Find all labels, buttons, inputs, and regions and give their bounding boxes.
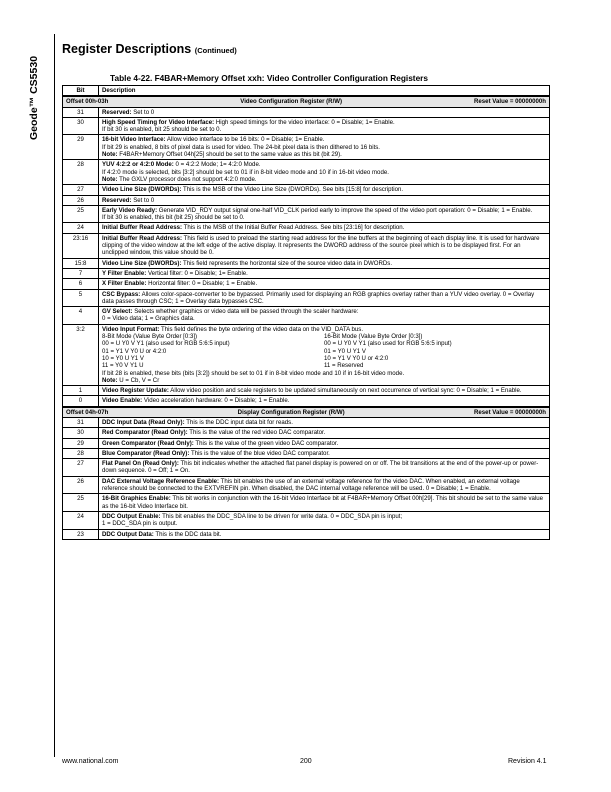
bit-cell: 23: [63, 529, 99, 539]
bit-cell: 30: [63, 117, 99, 135]
description-line: [102, 224, 546, 231]
description-text: This bit enables the DDC_SDA line to be driven for write data. 0 = DDC_SDA pin is input;: [162, 512, 403, 520]
bit-cell: 1: [63, 386, 99, 396]
description-text: Set to 0: [133, 196, 155, 204]
description-cell: [99, 223, 550, 233]
description-text: Generate VID_RDY output signal one-half VID_CLK period early to improve the speed of the video port operation: 0 = Disable; 1 = Enable.: [158, 206, 533, 214]
table-row: [63, 289, 550, 307]
description-text: This is the value of the red video DAC comparator.: [189, 429, 326, 437]
format-entry: 11 = Reserved: [324, 362, 364, 370]
description-text: This field defines the byte ordering of the video data on the VID_DATA bus.: [161, 325, 364, 333]
bit-cell: 24: [63, 223, 99, 233]
format-entry: 16-Bit Mode (Value Byte Order [0:3]): [324, 333, 423, 341]
format-column-8bit: [102, 333, 324, 369]
table-header-row: [63, 86, 550, 97]
description-cell: [99, 135, 550, 160]
format-entry: 00 = U Y0 V Y1 (also used for RGB 5:6:5 input): [324, 340, 452, 348]
table-row: [63, 205, 550, 223]
bit-cell: 29: [63, 135, 99, 160]
description-cell: [99, 233, 550, 258]
description-text: 0 = Video data; 1 = Graphics data.: [102, 315, 195, 323]
description-cell: [99, 459, 550, 477]
field-name: Initial Buffer Read Address:: [102, 224, 183, 232]
table-caption: Table 4-22. F4BAR+Memory Offset xxh: Video Controller Configuration Registers: [110, 73, 429, 83]
field-name: DDC Input Data (Read Only):: [102, 418, 185, 426]
bit-cell: 28: [63, 448, 99, 458]
bit-cell: 6: [63, 279, 99, 289]
description-text: This is the value of the green video DAC comparator.: [195, 439, 339, 447]
note-line: [102, 176, 546, 183]
description-line: [102, 280, 546, 287]
description-line: [102, 144, 546, 151]
description-text: 0 = 4:2:2 Mode; 1= 4:2:0 Mode.: [175, 161, 261, 169]
bit-cell: 27: [63, 459, 99, 477]
page-title-text: Register Descriptions: [62, 42, 192, 56]
description-line: If bit 28 is enabled, these bits (bits [3:2]) should be set to 01 if in 8-bit video mode and 10 if in 16-bit video mode.: [102, 369, 405, 377]
description-line: [102, 197, 546, 204]
description-line: [102, 119, 546, 126]
description-line: [102, 440, 546, 447]
description-cell: [99, 386, 550, 396]
format-entry: 00 = U Y0 V Y1 (also used for RGB 5:6:5 input): [102, 340, 230, 348]
bit-cell: 28: [63, 160, 99, 185]
table-row: [63, 307, 550, 325]
field-name: GV Select:: [102, 308, 133, 316]
description-text: This is the DDC input data bit for reads.: [186, 418, 293, 426]
bit-cell: 29: [63, 438, 99, 448]
description-cell: [99, 529, 550, 539]
description-line: [102, 186, 546, 193]
field-name: X Filter Enable:: [102, 280, 147, 288]
bit-cell: 27: [63, 185, 99, 195]
description-text: Allow video interface to be 16 bits: 0 = Disable; 1= Enable.: [166, 136, 325, 144]
table-row: [63, 386, 550, 396]
footer-page-number: 200: [300, 758, 312, 765]
note-label: Note:: [102, 151, 118, 159]
description-cell: [99, 324, 550, 385]
table-row: [63, 233, 550, 258]
bit-cell: 26: [63, 195, 99, 205]
description-cell: [99, 289, 550, 307]
format-column-16bit: [324, 333, 546, 369]
section-offset: Offset 04h-07h: [66, 408, 109, 416]
bit-cell: 30: [63, 428, 99, 438]
table-row: [63, 324, 550, 385]
bit-cell: 31: [63, 107, 99, 117]
table-row: [63, 428, 550, 438]
field-name: High Speed Timing for Video Interface:: [102, 118, 215, 126]
description-text: This bit works in conjunction with the 16-bit Video Interface bit at F4BAR+Memory Offset 00h[29]. This bit should be set to the same value as the 16-bit Video Interface bit.: [102, 495, 544, 510]
description-text: This is the MSB of the Initial Buffer Read Address. See bits [23:16] for description.: [183, 224, 405, 232]
description-text: If 4:2:0 mode is selected, bits [3:2] should be set to 01 if in 8-bit video mode and 10 if in 16-bit video mode.: [102, 168, 389, 176]
format-entry: 01 = Y1 V Y0 U or 4:2:0: [102, 347, 167, 355]
format-entry: 11 = Y0 V Y1 U: [102, 362, 144, 370]
field-name: DDC Output Enable:: [102, 512, 161, 520]
note-line: [102, 377, 546, 384]
bit-cell: 24: [63, 511, 99, 529]
description-cell: [99, 117, 550, 135]
table-row: [63, 448, 550, 458]
field-name: CSC Bypass:: [102, 290, 141, 298]
field-name: YUV 4:2:2 or 4:2:0 Mode:: [102, 161, 174, 169]
footer-url: www.national.com: [62, 758, 119, 765]
field-name: DAC External Voltage Reference Enable:: [102, 477, 220, 485]
header-description: Description: [99, 86, 550, 97]
description-line: [102, 387, 546, 394]
description-cell: [99, 258, 550, 268]
table-row: [63, 459, 550, 477]
bit-cell: 15:8: [63, 258, 99, 268]
description-text: This bit enables the use of an external voltage reference for the video DAC. When enabled, an external voltage reference should be connected to the EXTVREFIN pin. When disabled, the DAC internal voltage reference will be used. 0 = Disable; 1 = Enable.: [102, 477, 520, 493]
description-text: This is the MSB of the Video Line Size (DWORDs). See bits [15:8] for description.: [183, 186, 404, 194]
description-text: This field is used to preload the starting read address for the line buffers at the beginning of each display line. It is used for hardware clipping of the video window at the left edge of the active display. It represents the DWORD address of the source pixel which is to be displayed first. For an unclipped window, this value should be 0.: [102, 234, 540, 257]
description-cell: [99, 448, 550, 458]
table-row: [63, 438, 550, 448]
register-section-header: [63, 407, 550, 418]
bit-cell: 3:2: [63, 324, 99, 385]
section-header-cell: [63, 407, 550, 418]
description-cell: [99, 205, 550, 223]
table-row: [63, 279, 550, 289]
bit-cell: 4: [63, 307, 99, 325]
note-label: Note:: [102, 175, 118, 183]
description-line: [102, 161, 546, 168]
table-row: [63, 258, 550, 268]
description-cell: [99, 107, 550, 117]
description-line: [102, 214, 546, 221]
section-offset: Offset 00h-03h: [66, 98, 109, 106]
field-name: Early Video Ready:: [102, 206, 158, 214]
bit-cell: 25: [63, 494, 99, 512]
page-title: [62, 42, 237, 56]
table-row: [63, 195, 550, 205]
field-name: Video Input Format:: [102, 325, 160, 333]
description-text: If bit 30 is enabled, this bit (bit 25) should be set to 0.: [102, 214, 245, 222]
description-line: [102, 531, 546, 538]
description-text: This field represents the horizontal size of the source video data in DWORDs.: [183, 259, 393, 267]
description-line: [102, 450, 546, 457]
description-cell: [99, 511, 550, 529]
bit-cell: 7: [63, 268, 99, 278]
description-text: Allow video position and scale registers to be updated simultaneously on next occurrence of vertical sync: 0 = Disable; 1 = Enable.: [170, 387, 522, 395]
table-row: [63, 185, 550, 195]
margin-rule: [54, 34, 55, 757]
section-reset-value: Reset Value = 00000000h: [474, 408, 546, 416]
description-text: High speed timings for the video interface: 0 = Disable; 1= Enable.: [215, 118, 395, 126]
description-line: [102, 126, 546, 133]
description-text: If bit 29 is enabled, 8 bits of pixel data is used for video. The 24-bit pixel data is then dithered to 16 bits.: [102, 143, 381, 151]
note-text: U = Cb, V = Cr: [119, 376, 160, 384]
register-section-header: [63, 96, 550, 107]
table-row: [63, 135, 550, 160]
description-cell: [99, 307, 550, 325]
field-name: Green Comparator (Read Only):: [102, 439, 194, 447]
note-label: Note:: [102, 376, 118, 384]
description-cell: [99, 428, 550, 438]
description-text: This is the DDC data bit.: [155, 530, 222, 538]
field-name: Video Line Size (DWORDs):: [102, 186, 182, 194]
description-line: [102, 270, 546, 277]
description-line: [102, 495, 546, 510]
description-line: [102, 460, 546, 475]
table-row: [63, 511, 550, 529]
description-line: [102, 478, 546, 493]
field-name: Reserved:: [102, 196, 132, 204]
field-name: Initial Buffer Read Address:: [102, 234, 183, 242]
description-line: [102, 326, 546, 333]
description-line: [102, 260, 546, 267]
field-name: 16-bit Video Interface:: [102, 136, 166, 144]
description-cell: [99, 160, 550, 185]
bit-cell: 23:16: [63, 233, 99, 258]
description-text: If bit 30 is enabled, bit 25 should be set to 0.: [102, 126, 222, 134]
header-bit: Bit: [63, 86, 99, 97]
description-cell: [99, 396, 550, 407]
format-entry: 10 = Y1 V Y0 U or 4:2:0: [324, 354, 389, 362]
table-body: [63, 96, 550, 539]
format-entry: 10 = Y0 U Y1 V: [102, 354, 144, 362]
description-text: Video acceleration hardware: 0 = Disable; 1 = Enable.: [143, 397, 290, 405]
description-cell: [99, 279, 550, 289]
table-row: [63, 529, 550, 539]
description-line: [102, 419, 546, 426]
description-line: [102, 291, 546, 306]
field-name: Flat Panel On (Read Only):: [102, 460, 179, 468]
table-row: [63, 160, 550, 185]
description-cell: [99, 438, 550, 448]
description-line: [102, 207, 546, 214]
table-row: [63, 417, 550, 427]
description-line: [102, 308, 546, 315]
format-entry: 8-Bit Mode (Value Byte Order [0:3]): [102, 333, 198, 341]
description-line: [102, 109, 546, 116]
description-text: Vertical filter: 0 = Disable; 1= Enable.: [147, 269, 248, 277]
table-row: [63, 107, 550, 117]
description-cell: [99, 268, 550, 278]
section-register-name: Display Configuration Register (R/W): [237, 408, 345, 416]
section-register-name: Video Configuration Register (R/W): [240, 98, 343, 106]
description-line: [102, 513, 546, 520]
description-cell: [99, 476, 550, 494]
description-line: [102, 169, 546, 176]
description-line: [102, 235, 546, 257]
bit-cell: 5: [63, 289, 99, 307]
description-text: Set to 0: [133, 108, 155, 116]
register-table: [62, 85, 550, 540]
note-line: [102, 151, 546, 158]
format-columns: [102, 333, 546, 369]
bit-cell: 0: [63, 396, 99, 407]
table-row: [63, 494, 550, 512]
description-text: 1 = DDC_SDA pin is output.: [102, 520, 178, 528]
note-text: F4BAR+Memory Offset 04h[25] should be set to the same value as this bit (bit 29).: [119, 151, 342, 159]
field-name: Video Enable:: [102, 397, 143, 405]
description-line: [102, 315, 546, 322]
description-line: [102, 429, 546, 436]
description-cell: [99, 195, 550, 205]
field-name: DDC Output Data:: [102, 530, 154, 538]
description-line: [102, 397, 546, 404]
format-entry: 01 = Y0 U Y1 V: [324, 347, 366, 355]
description-line: [102, 136, 546, 143]
side-product-title: [28, 40, 42, 150]
table-row: [63, 396, 550, 407]
section-reset-value: Reset Value = 00000000h: [474, 98, 546, 106]
description-text: This bit indicates whether the attached flat panel display is powered on or off. The bit transitions at the end of the power-up or power-down sequence. 0 = Off; 1 = On.: [102, 460, 539, 475]
description-text: Allows color-space-converter to be bypassed. Primarily used for displaying an RGB graphics overlay rather than a YUV video overlay. 0 = Overlay data passes through CSC; 1 = Overlay data bypasses CSC.: [102, 290, 535, 305]
description-line: [102, 520, 546, 527]
description-cell: [99, 185, 550, 195]
description-text: Selects whether graphics or video data will be passed through the scaler hardware:: [134, 308, 359, 316]
table-row: [63, 223, 550, 233]
footer-revision: Revision 4.1: [508, 758, 547, 765]
table-row: [63, 268, 550, 278]
field-name: Video Register Update:: [102, 387, 169, 395]
table-row: [63, 117, 550, 135]
description-cell: [99, 494, 550, 512]
section-header-cell: [63, 96, 550, 107]
side-title-text: Geode™ CS5530: [28, 55, 40, 140]
field-name: 16-Bit Graphics Enable:: [102, 495, 171, 503]
field-name: Video Line Size (DWORDs):: [102, 259, 182, 267]
bit-cell: 25: [63, 205, 99, 223]
field-name: Y Filter Enable:: [102, 269, 147, 277]
table-row: [63, 476, 550, 494]
field-name: Red Comparator (Read Only):: [102, 429, 188, 437]
page-title-suffix: (Continued): [194, 46, 237, 55]
description-text: Horizontal filter: 0 = Disable; 1 = Enable.: [148, 280, 258, 288]
bit-cell: 31: [63, 417, 99, 427]
field-name: Reserved:: [102, 108, 132, 116]
field-name: Blue Comparator (Read Only):: [102, 449, 190, 457]
description-text: This is the value of the blue video DAC comparator.: [190, 449, 330, 457]
bit-cell: 26: [63, 476, 99, 494]
note-text: The GXLV processor does not support 4:2:0 mode.: [119, 175, 257, 183]
description-cell: [99, 417, 550, 427]
